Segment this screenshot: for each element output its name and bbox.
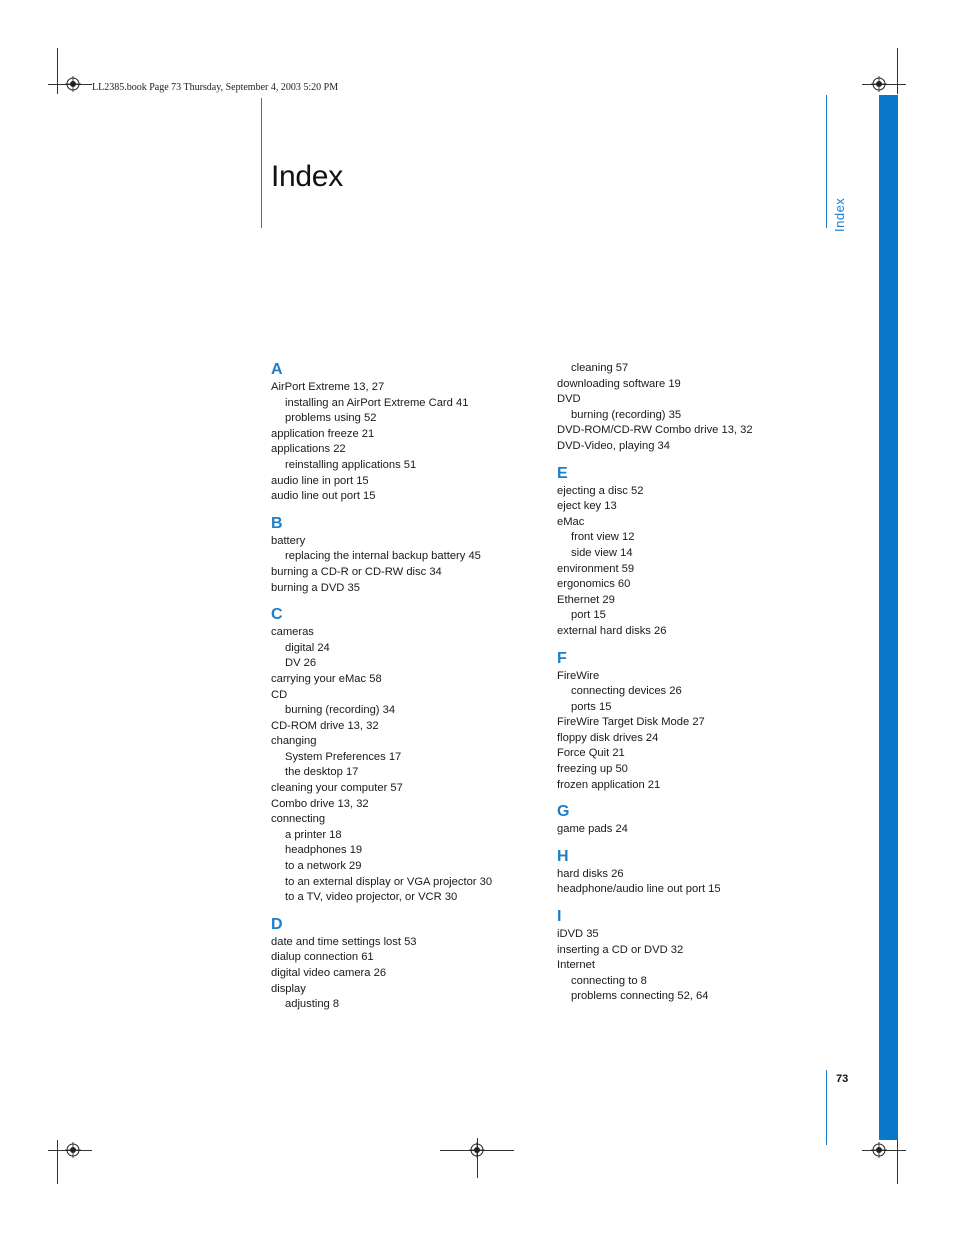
index-entry: floppy disk drives 24 [557, 731, 659, 744]
index-subentry: to an external display or VGA projector 30 [285, 875, 493, 888]
index-entry: inserting a CD or DVD 32 [557, 943, 684, 956]
index-letter-heading: C [271, 606, 283, 624]
index-entry: date and time settings lost 53 [271, 935, 417, 948]
index-entry: audio line in port 15 [271, 474, 369, 487]
registration-mark-icon [871, 1142, 887, 1158]
page-number: 73 [836, 1073, 849, 1085]
index-subentry: problems using 52 [285, 412, 377, 425]
index-entry: hard disks 26 [557, 867, 624, 880]
print-header: LL2385.book Page 73 Thursday, September 4, 2003 5:20 PM [92, 82, 339, 93]
index-letter-heading: I [557, 908, 562, 926]
index-subentry: the desktop 17 [285, 766, 359, 779]
index-entry: CD-ROM drive 13, 32 [271, 719, 379, 732]
registration-mark-icon [469, 1142, 485, 1158]
registration-mark-icon [871, 76, 887, 92]
index-subentry: connecting to 8 [571, 974, 647, 987]
registration-mark-icon [65, 76, 81, 92]
index-letter-heading: H [557, 847, 569, 865]
index-entry: connecting [271, 813, 326, 826]
index-entry: DVD [557, 393, 581, 406]
index-entry: changing [271, 735, 317, 748]
index-subentry: DV 26 [285, 657, 317, 670]
index-entry: FireWire [557, 669, 600, 682]
side-label: Index [832, 197, 847, 232]
index-subentry: to a TV, video projector, or VCR 30 [285, 891, 458, 904]
index-entry: cleaning your computer 57 [271, 782, 403, 795]
index-entry: cameras [271, 626, 314, 639]
index-entry: display [271, 982, 306, 995]
index-entry: CD [271, 688, 288, 701]
index-subentry: side view 14 [571, 546, 633, 559]
index-entry: environment 59 [557, 562, 635, 575]
index-letter-heading: G [557, 803, 570, 821]
index-subentry: digital 24 [285, 641, 330, 654]
index-entry: application freeze 21 [271, 427, 375, 440]
index-entry: AirPort Extreme 13, 27 [271, 381, 385, 393]
index-subentry: adjusting 8 [285, 998, 340, 1011]
index-subentry: replacing the internal backup battery 45 [285, 550, 481, 563]
page-title: Index [271, 160, 343, 193]
index-entry: carrying your eMac 58 [271, 672, 382, 685]
index-letter-heading: B [271, 514, 283, 532]
index-entry: frozen application 21 [557, 778, 661, 791]
index-subentry: problems connecting 52, 64 [571, 990, 709, 1003]
index-entry: eject key 13 [557, 500, 617, 513]
index-entry: battery [271, 534, 306, 547]
index-entry: dialup connection 61 [271, 951, 374, 964]
index-entry: Ethernet 29 [557, 593, 615, 606]
index-subentry: installing an AirPort Extreme Card 41 [285, 396, 469, 409]
index-subentry: headphones 19 [285, 844, 363, 857]
index-subentry: to a network 29 [285, 860, 362, 873]
side-rule-top [826, 95, 827, 228]
index-subentry: burning (recording) 35 [571, 408, 682, 421]
index-entry: FireWire Target Disk Mode 27 [557, 716, 705, 729]
index-subentry: port 15 [571, 609, 606, 622]
index-entry: Internet [557, 959, 595, 972]
index-subentry: ports 15 [571, 700, 612, 713]
registration-mark-icon [65, 1142, 81, 1158]
index-entry: digital video camera 26 [271, 967, 387, 979]
index-subentry: reinstalling applications 51 [285, 458, 417, 471]
side-rule-bottom [826, 1070, 827, 1145]
index-entry: eMac [557, 515, 585, 528]
index-entry: freezing up 50 [557, 763, 628, 776]
title-rule [261, 98, 262, 228]
index-entry: headphone/audio line out port 15 [557, 883, 721, 896]
index-entry: external hard disks 26 [557, 624, 667, 637]
chapter-tab [879, 95, 898, 1140]
index-subentry: connecting devices 26 [571, 685, 682, 698]
index-letter-heading: A [271, 361, 283, 378]
index-entry: ergonomics 60 [557, 578, 631, 591]
index-letter-heading: E [557, 464, 568, 482]
index-column-right [557, 361, 827, 1005]
index-entry: iDVD 35 [557, 928, 599, 941]
index-entry: burning a CD-R or CD-RW disc 34 [271, 565, 442, 578]
index-letter-heading: D [271, 915, 283, 933]
index-entry: downloading software 19 [557, 377, 681, 390]
index-entry: audio line out port 15 [271, 490, 376, 503]
index-entry: applications 22 [271, 443, 346, 456]
index-entry: Force Quit 21 [557, 747, 625, 760]
index-subentry: System Preferences 17 [285, 750, 402, 763]
index-subentry: front view 12 [571, 531, 635, 544]
index-letter-heading: F [557, 649, 567, 667]
index-entry: game pads 24 [557, 823, 628, 836]
index-subentry: cleaning 57 [571, 362, 629, 374]
index-entry: Combo drive 13, 32 [271, 797, 369, 810]
index-entry: DVD-Video, playing 34 [557, 439, 670, 452]
index-subentry: burning (recording) 34 [285, 704, 396, 717]
index-subentry: a printer 18 [285, 828, 342, 841]
index-column-left [271, 361, 541, 1013]
index-entry: burning a DVD 35 [271, 581, 360, 594]
index-entry: DVD-ROM/CD-RW Combo drive 13, 32 [557, 424, 753, 437]
index-entry: ejecting a disc 52 [557, 484, 644, 497]
